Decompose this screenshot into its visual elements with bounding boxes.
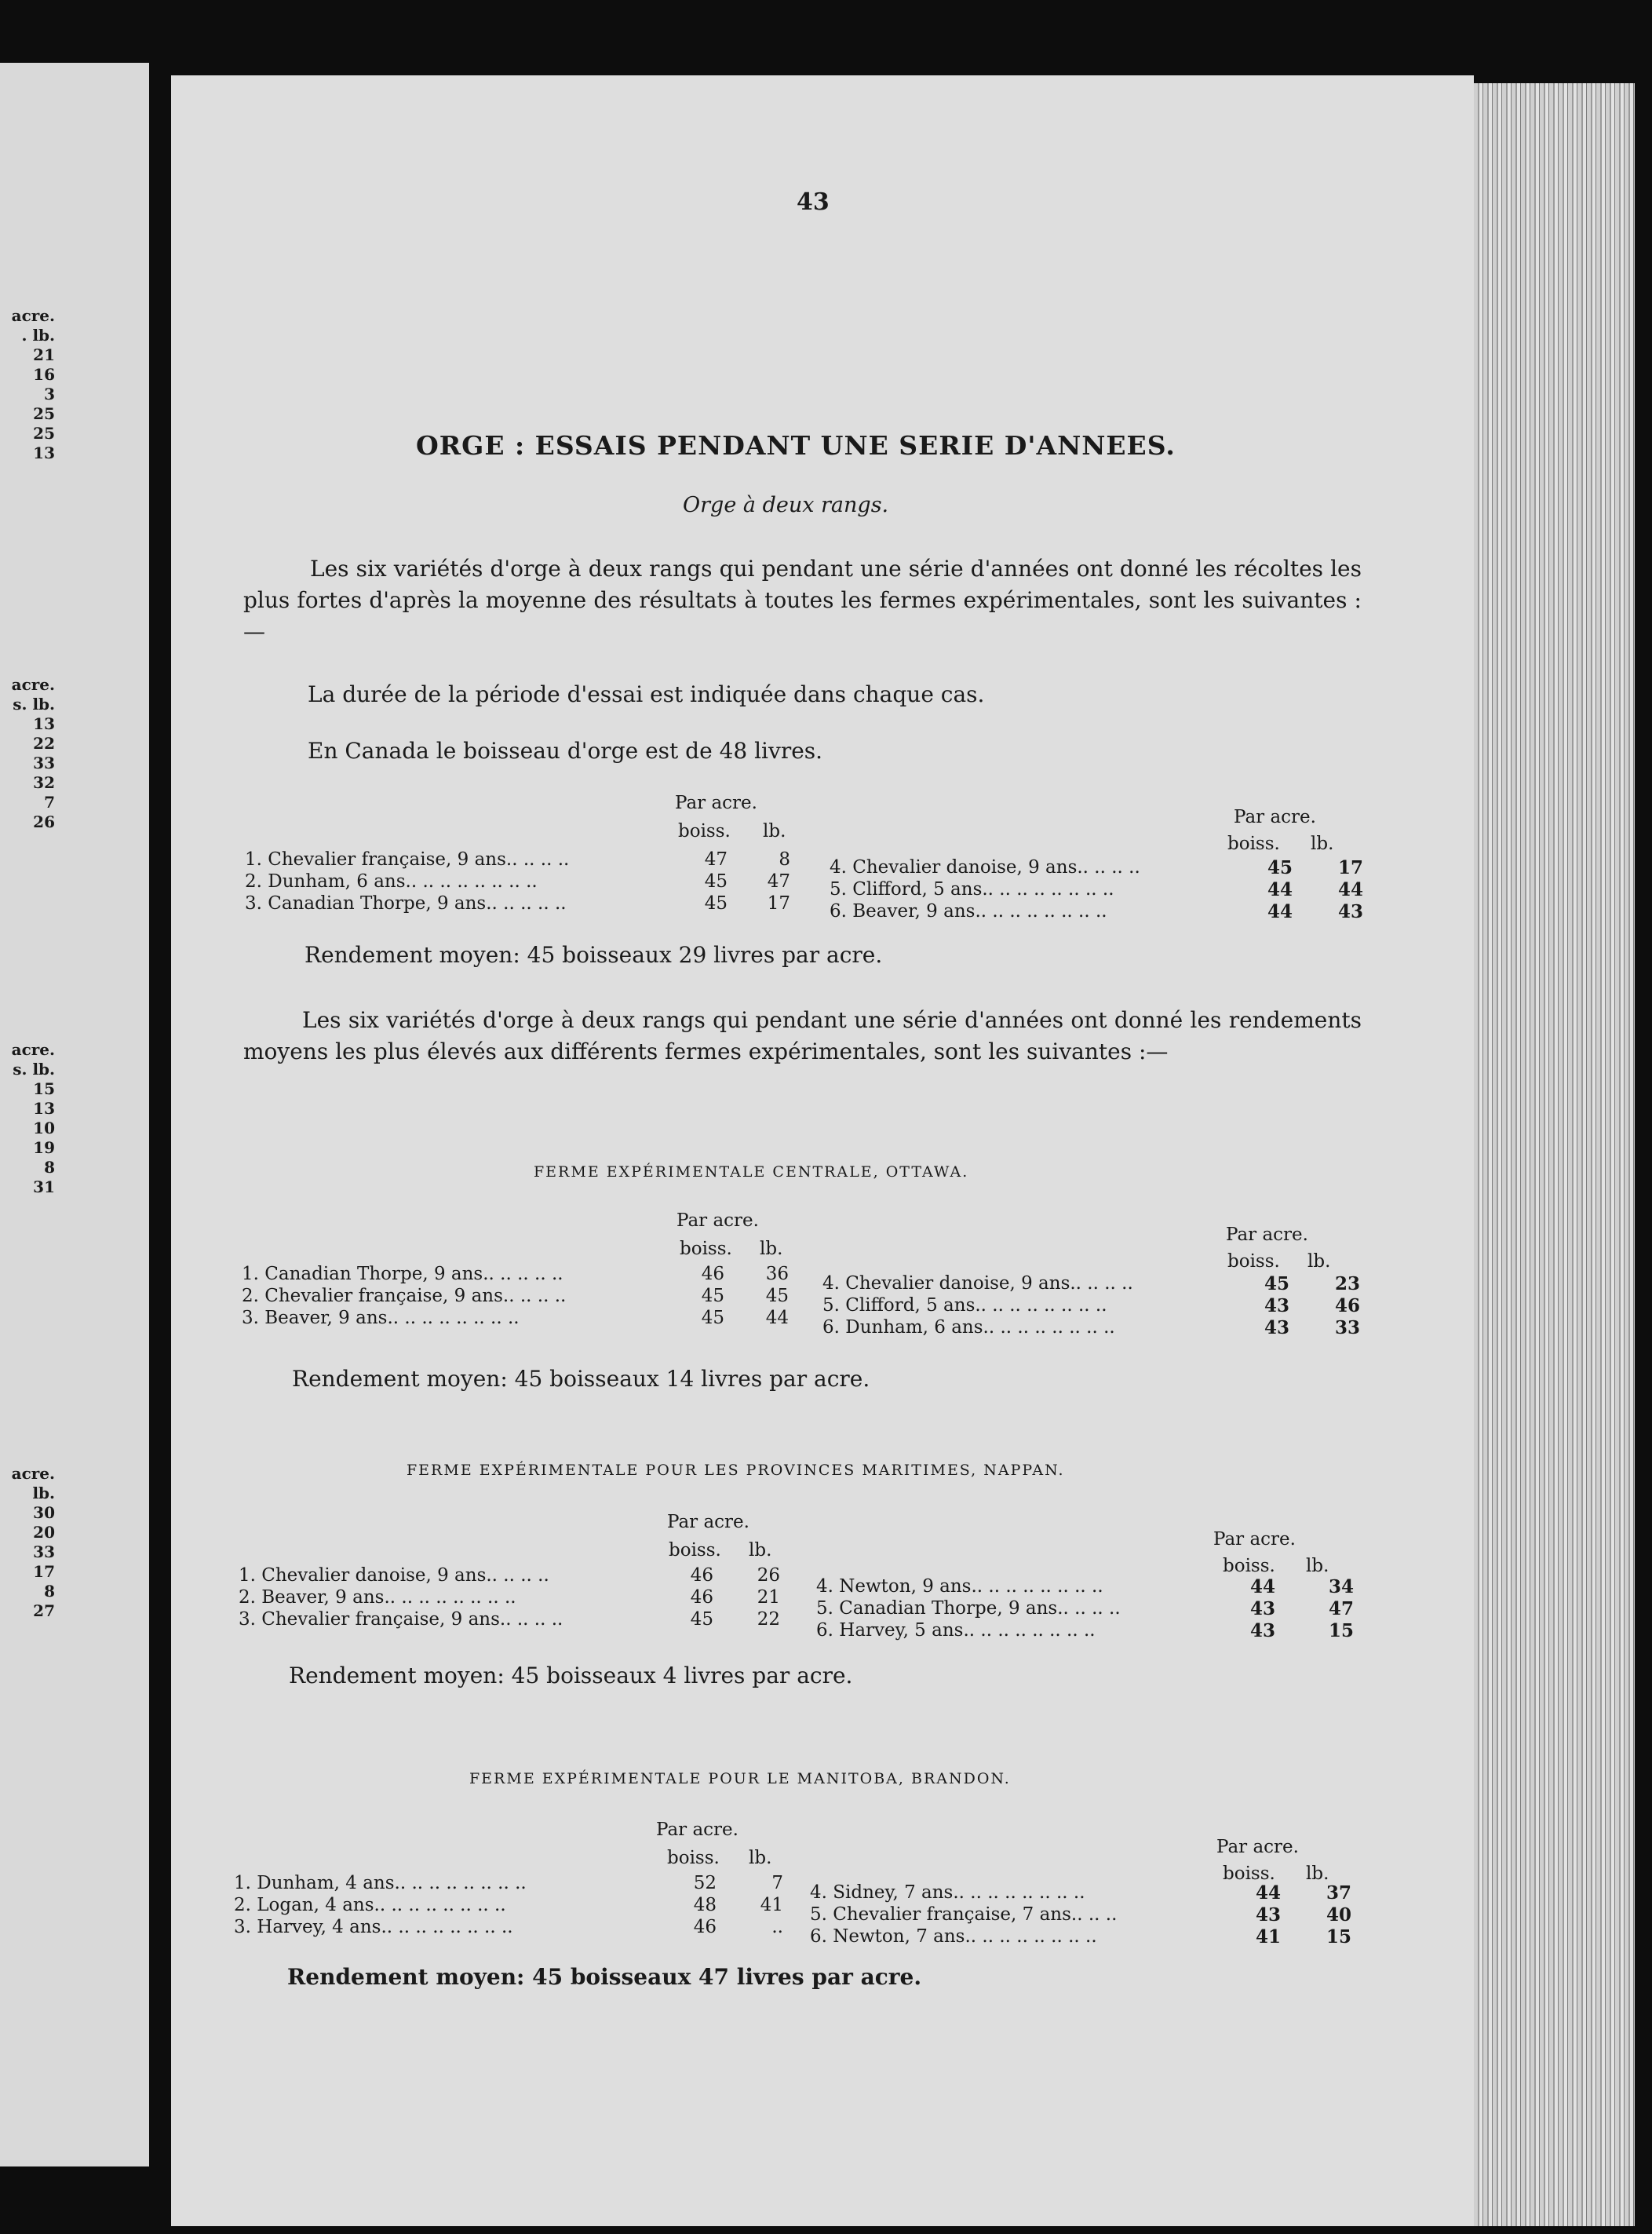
average-yield: Rendement moyen: 45 boisseaux 14 livres par acre. [292, 1366, 870, 1392]
variety-label: 4. Sidney, 7 ans.. .. .. .. .. .. .. .. [810, 1882, 1085, 1903]
yield-table-brandon [234, 1820, 1351, 1977]
boiss-value: 45 [704, 871, 728, 892]
left-column-line: 31 [33, 1177, 55, 1196]
average-yield: Rendement moyen: 45 boisseaux 4 livres par acre. [289, 1663, 853, 1688]
left-column-line: 33 [33, 754, 55, 772]
left-column-line: acre. [11, 1040, 55, 1059]
variety-label: 5. Clifford, 5 ans.. .. .. .. .. .. .. .. [822, 1295, 1107, 1316]
lb-value: 44 [1337, 879, 1363, 900]
lb-value: 44 [765, 1308, 789, 1328]
section-heading-ottawa: FERME EXPÉRIMENTALE CENTRALE, OTTAWA. [534, 1163, 969, 1181]
left-column-line: 8 [44, 1158, 55, 1177]
header-boiss: boiss. [1223, 1556, 1275, 1576]
lb-value: 15 [1326, 1926, 1351, 1947]
variety-label: 2. Logan, 4 ans.. .. .. .. .. .. .. .. [234, 1895, 506, 1915]
lb-value: 33 [1334, 1317, 1360, 1338]
boiss-value: 43 [1264, 1295, 1289, 1316]
note-bushel-weight: En Canada le boisseau d'orge est de 48 livres. [308, 738, 823, 764]
left-column-group [0, 1464, 55, 1621]
book-page-edges [1474, 83, 1635, 2226]
left-column-line: 22 [33, 734, 55, 753]
page-title: ORGE : ESSAIS PENDANT UNE SERIE D'ANNEES. [416, 430, 1176, 461]
header-lb: lb. [749, 1540, 772, 1561]
header-par-acre: Par acre. [656, 1820, 738, 1840]
average-yield: Rendement moyen: 45 boisseaux 29 livres par acre. [305, 942, 883, 968]
lb-value: 17 [1337, 857, 1363, 878]
variety-label: 1. Chevalier danoise, 9 ans.. .. .. .. [239, 1565, 549, 1586]
variety-label: 6. Beaver, 9 ans.. .. .. .. .. .. .. .. [830, 901, 1107, 922]
boiss-value: 52 [693, 1873, 717, 1893]
page-number: 43 [797, 188, 830, 216]
boiss-value: 43 [1264, 1317, 1289, 1338]
boiss-value: 46 [693, 1917, 717, 1937]
lb-value: 23 [1334, 1273, 1360, 1294]
variety-label: 5. Canadian Thorpe, 9 ans.. .. .. .. [816, 1598, 1121, 1619]
average-yield: Rendement moyen: 45 boisseaux 47 livres par acre. [287, 1964, 922, 1990]
boiss-value: 45 [1267, 857, 1293, 878]
header-lb: lb. [760, 1239, 783, 1259]
left-column-line: 26 [33, 812, 55, 831]
boiss-value: 44 [1255, 1882, 1281, 1904]
left-column-line: 25 [33, 424, 55, 443]
header-lb: lb. [763, 821, 786, 841]
page-subtitle: Orge à deux rangs. [683, 493, 889, 517]
left-column-line: s. lb. [13, 695, 55, 714]
header-par-acre: Par acre. [1226, 1225, 1308, 1245]
note-trial-duration: La durée de la période d'essai est indiquée dans chaque cas. [308, 681, 985, 707]
lb-value: 21 [757, 1587, 780, 1608]
lb-value: 45 [765, 1286, 789, 1306]
header-boiss: boiss. [1227, 1251, 1280, 1272]
header-lb: lb. [1306, 1556, 1329, 1576]
lb-value: 40 [1326, 1904, 1351, 1926]
header-lb: lb. [749, 1848, 772, 1868]
left-column-line: lb. [32, 1484, 55, 1502]
header-lb: lb. [1307, 1251, 1331, 1272]
yield-table-average [245, 793, 1363, 950]
left-column-line: s. lb. [13, 1060, 55, 1079]
boiss-value: 46 [690, 1565, 713, 1586]
header-par-acre: Par acre. [1234, 807, 1316, 827]
left-column-line: 8 [44, 1582, 55, 1601]
boiss-value: 43 [1249, 1620, 1275, 1641]
intro-paragraph-2: Les six variétés d'orge à deux rangs qui pendant une série d'années ont donné les rendements moyens les plus élevés aux différents fermes expérimentales, sont les suivantes :— [243, 1007, 1362, 1064]
boiss-value: 45 [704, 893, 728, 914]
boiss-value: 47 [704, 849, 728, 870]
variety-label: 2. Chevalier française, 9 ans.. .. .. .. [242, 1286, 567, 1306]
yield-table-nappan [239, 1512, 1353, 1669]
variety-label: 4. Chevalier danoise, 9 ans.. .. .. .. [822, 1273, 1133, 1294]
left-column-group [0, 306, 55, 463]
left-column-line: 15 [33, 1079, 55, 1098]
variety-label: 3. Chevalier française, 9 ans.. .. .. .. [239, 1609, 563, 1630]
left-column-line: 17 [33, 1562, 55, 1581]
boiss-value: 48 [693, 1895, 717, 1915]
yield-table-ottawa [242, 1210, 1360, 1367]
variety-label: 3. Harvey, 4 ans.. .. .. .. .. .. .. .. [234, 1917, 513, 1937]
left-column-line: . lb. [21, 326, 55, 345]
header-par-acre: Par acre. [1216, 1837, 1299, 1857]
boiss-value: 45 [701, 1308, 724, 1328]
boiss-value: 46 [701, 1264, 724, 1284]
boiss-value: 46 [690, 1587, 713, 1608]
left-column-group [0, 1040, 55, 1197]
variety-label: 6. Harvey, 5 ans.. .. .. .. .. .. .. .. [816, 1620, 1096, 1641]
boiss-value: 41 [1255, 1926, 1281, 1947]
variety-label: 2. Dunham, 6 ans.. .. .. .. .. .. .. .. [245, 871, 538, 892]
boiss-value: 45 [701, 1286, 724, 1306]
variety-label: 5. Clifford, 5 ans.. .. .. .. .. .. .. .. [830, 879, 1114, 900]
header-boiss: boiss. [1223, 1863, 1275, 1884]
variety-label: 4. Chevalier danoise, 9 ans.. .. .. .. [830, 857, 1140, 878]
lb-value: 7 [771, 1873, 783, 1893]
lb-value: 26 [757, 1565, 780, 1586]
header-par-acre: Par acre. [1213, 1529, 1296, 1550]
lb-value: 37 [1326, 1882, 1351, 1904]
left-column-line: acre. [11, 675, 55, 694]
left-column-line: 13 [33, 444, 55, 462]
left-column-line: 7 [44, 793, 55, 812]
lb-value: 47 [767, 871, 790, 892]
lb-value: 36 [765, 1264, 789, 1284]
header-boiss: boiss. [667, 1848, 720, 1868]
header-lb: lb. [1306, 1863, 1329, 1884]
left-column-line: acre. [11, 1464, 55, 1483]
lb-value: 22 [757, 1609, 780, 1630]
left-column-line: 33 [33, 1542, 55, 1561]
variety-label: 1. Canadian Thorpe, 9 ans.. .. .. .. .. [242, 1264, 563, 1284]
header-boiss: boiss. [669, 1540, 721, 1561]
left-page-fragment [0, 63, 149, 2166]
left-column-line: 19 [33, 1138, 55, 1157]
section-heading-nappan: FERME EXPÉRIMENTALE POUR LES PROVINCES MARITIMES, NAPPAN. [407, 1462, 1065, 1479]
left-column-line: 25 [33, 404, 55, 423]
left-column-line: acre. [11, 306, 55, 325]
boiss-value: 45 [1264, 1273, 1289, 1294]
header-lb: lb. [1311, 834, 1334, 854]
variety-label: 3. Canadian Thorpe, 9 ans.. .. .. .. .. [245, 893, 567, 914]
left-column-line: 10 [33, 1119, 55, 1137]
variety-label: 1. Dunham, 4 ans.. .. .. .. .. .. .. .. [234, 1873, 527, 1893]
boiss-value: 43 [1249, 1598, 1275, 1619]
lb-value: 41 [760, 1895, 783, 1915]
header-par-acre: Par acre. [676, 1210, 759, 1231]
lb-value: 47 [1328, 1598, 1354, 1619]
left-column-line: 16 [33, 365, 55, 384]
header-par-acre: Par acre. [667, 1512, 749, 1532]
left-column-line: 13 [33, 1099, 55, 1118]
boiss-value: 44 [1249, 1576, 1275, 1597]
lb-value: 8 [779, 849, 790, 870]
boiss-value: 43 [1255, 1904, 1281, 1926]
left-column-line: 30 [33, 1503, 55, 1522]
left-column-line: 21 [33, 345, 55, 364]
section-heading-brandon: FERME EXPÉRIMENTALE POUR LE MANITOBA, BRANDON. [469, 1770, 1011, 1787]
left-column-line: 3 [44, 385, 55, 403]
variety-label: 4. Newton, 9 ans.. .. .. .. .. .. .. .. [816, 1576, 1103, 1597]
header-boiss: boiss. [678, 821, 731, 841]
left-column-group [0, 675, 55, 832]
lb-value: 15 [1328, 1620, 1354, 1641]
lb-value: 34 [1328, 1576, 1354, 1597]
variety-label: 6. Dunham, 6 ans.. .. .. .. .. .. .. .. [822, 1317, 1115, 1338]
header-boiss: boiss. [1227, 834, 1280, 854]
lb-value: 17 [767, 893, 790, 914]
intro-paragraph: Les six variétés d'orge à deux rangs qui pendant une série d'années ont donné les récoltes les plus fortes d'après la moyenne des résultats à toutes les fermes expérimentales, sont les suivantes :— [243, 556, 1362, 644]
boiss-value: 45 [690, 1609, 713, 1630]
left-column-line: 32 [33, 773, 55, 792]
variety-label: 2. Beaver, 9 ans.. .. .. .. .. .. .. .. [239, 1587, 516, 1608]
left-column-line: 13 [33, 714, 55, 733]
lb-value: .. [771, 1917, 783, 1937]
variety-label: 3. Beaver, 9 ans.. .. .. .. .. .. .. .. [242, 1308, 520, 1328]
header-par-acre: Par acre. [675, 793, 757, 813]
boiss-value: 44 [1267, 901, 1293, 922]
header-boiss: boiss. [680, 1239, 732, 1259]
lb-value: 46 [1334, 1295, 1360, 1316]
lb-value: 43 [1337, 901, 1363, 922]
variety-label: 5. Chevalier française, 7 ans.. .. .. [810, 1904, 1118, 1925]
left-column-line: 20 [33, 1523, 55, 1542]
left-column-line: 27 [33, 1601, 55, 1620]
boiss-value: 44 [1267, 879, 1293, 900]
variety-label: 1. Chevalier française, 9 ans.. .. .. .. [245, 849, 570, 870]
variety-label: 6. Newton, 7 ans.. .. .. .. .. .. .. .. [810, 1926, 1097, 1947]
